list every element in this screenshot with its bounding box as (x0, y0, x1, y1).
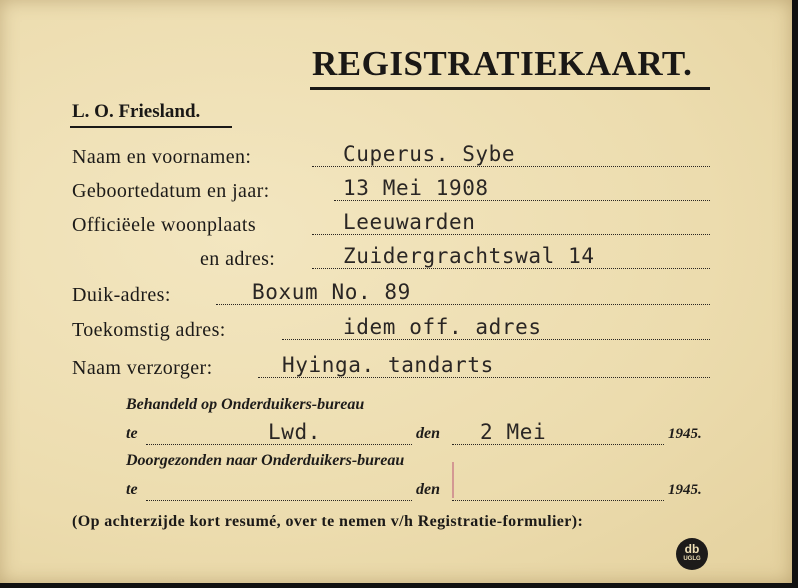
field-label: Officiëele woonplaats (72, 214, 257, 236)
field-label: Duik-adres: (72, 284, 171, 306)
field-value[interactable]: Leeuwarden (343, 210, 476, 234)
field-toekomstig-adres (0, 315, 792, 349)
field-label: Toekomstig adres: (72, 319, 226, 341)
card-title: REGISTRATIEKAART. (312, 44, 693, 83)
footer-note: (Op achterzijde kort resumé, over te nemen v/h Registratie-formulier): (72, 513, 584, 530)
dotted-line (146, 444, 412, 445)
dotted-line (312, 268, 710, 269)
dotted-line (258, 377, 710, 378)
year-label: 1945. (668, 482, 702, 498)
field-value[interactable]: Cuperus. Sybe (343, 142, 516, 166)
te-label: te (126, 481, 138, 498)
dotted-line (146, 500, 412, 501)
field-duik-adres (0, 280, 792, 314)
field-value[interactable]: 13 Mei 1908 (343, 176, 489, 200)
te-value[interactable]: Lwd. (268, 420, 321, 444)
field-label: Naam verzorger: (72, 357, 213, 379)
dotted-line (216, 304, 710, 305)
den-label: den (416, 481, 440, 498)
field-geboortedatum (0, 176, 792, 210)
dotted-line (282, 339, 710, 340)
year-label: 1945. (668, 426, 702, 442)
pencil-mark (452, 462, 454, 498)
te-label: te (126, 425, 138, 442)
field-label: Geboortedatum en jaar: (72, 180, 270, 202)
field-woonplaats (0, 210, 792, 244)
dotted-line (334, 200, 710, 201)
doorgezonden-row (0, 480, 792, 510)
field-adres (0, 244, 792, 278)
field-verzorger (0, 353, 792, 387)
behandeld-row (0, 420, 792, 454)
archive-stamp-icon: db UGLG (676, 538, 708, 570)
dotted-line (312, 166, 710, 167)
field-label: en adres: (200, 248, 276, 270)
den-value[interactable]: 2 Mei (480, 420, 547, 444)
dotted-line (452, 500, 664, 501)
title-underline (310, 87, 710, 90)
field-value[interactable]: Boxum No. 89 (252, 280, 411, 304)
den-label: den (416, 425, 440, 442)
field-value[interactable]: idem off. adres (343, 315, 542, 339)
dotted-line (452, 444, 664, 445)
field-label: Naam en voornamen: (72, 146, 252, 168)
field-value[interactable]: Zuidergrachtswal 14 (343, 244, 595, 268)
organisation-underline (70, 126, 232, 128)
organisation-name: L. O. Friesland. (72, 101, 201, 122)
doorgezonden-heading: Doorgezonden naar Onderduikers-bureau (126, 452, 405, 469)
field-naam (0, 142, 792, 176)
behandeld-heading: Behandeld op Onderduikers-bureau (126, 396, 365, 413)
field-value[interactable]: Hyinga. tandarts (282, 353, 494, 377)
dotted-line (312, 234, 710, 235)
